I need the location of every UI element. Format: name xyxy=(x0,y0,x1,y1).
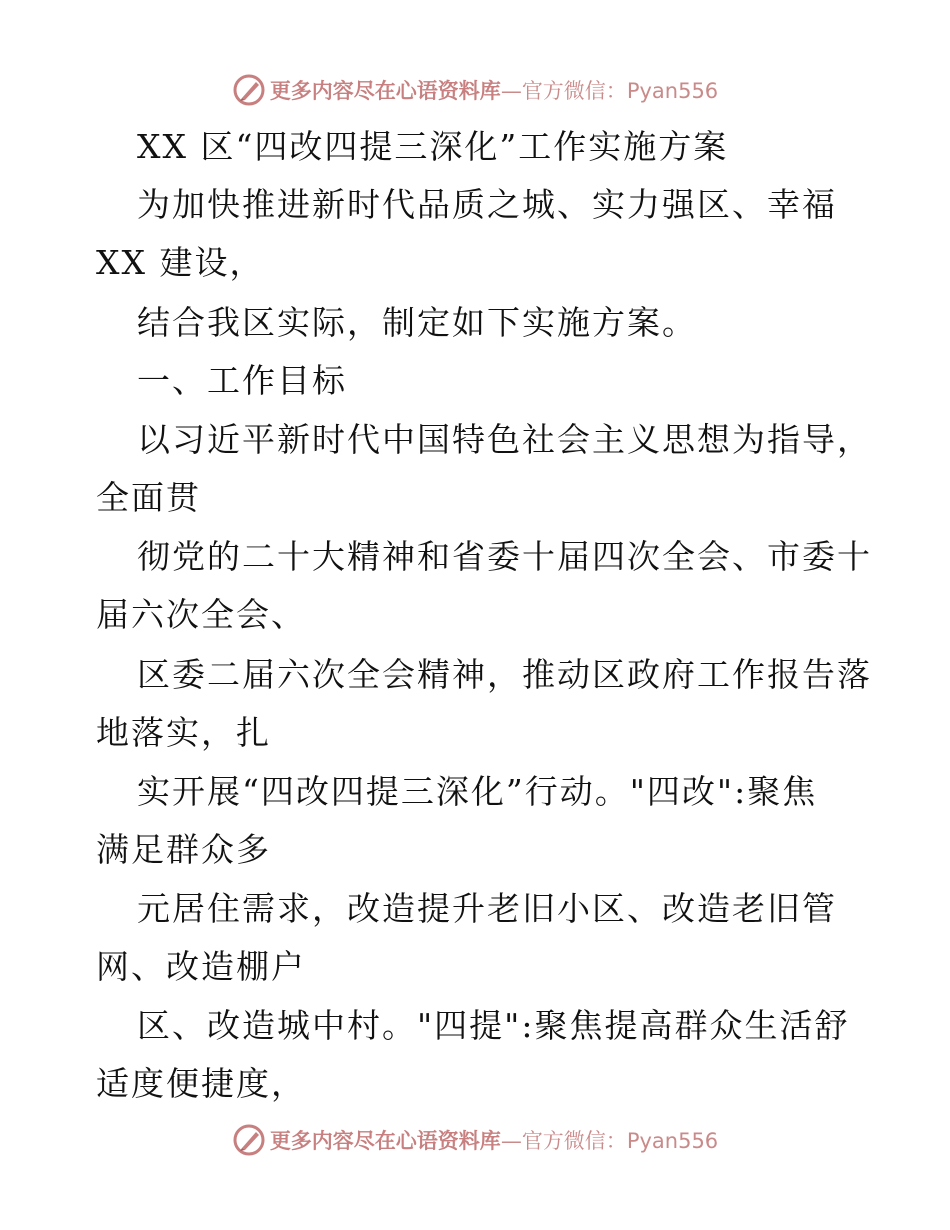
doc-line: 为加快推进新时代品质之城、实力强区、幸福 xyxy=(137,185,837,224)
watermark-id: Pyan556 xyxy=(626,79,719,103)
pen-nib-circle-icon xyxy=(232,73,266,107)
doc-line: 区委二届六次全会精神，推动区政府工作报告落 xyxy=(137,655,872,694)
doc-line: 适度便捷度， xyxy=(96,1064,306,1103)
doc-line: 以习近平新时代中国特色社会主义思想为指导， xyxy=(137,420,872,459)
doc-line: 全面贯 xyxy=(96,478,201,517)
watermark-id: Pyan556 xyxy=(626,1129,719,1153)
watermark-main: 更多内容尽在心语资料库 xyxy=(269,79,501,103)
doc-line: 地落实，扎 xyxy=(96,713,271,752)
watermark-main: 更多内容尽在心语资料库 xyxy=(269,1129,501,1153)
header-watermark xyxy=(0,70,950,110)
doc-line: 元居住需求，改造提升老旧小区、改造老旧管 xyxy=(137,889,837,928)
doc-line: 网、改造棚户 xyxy=(96,947,306,986)
watermark-separator: —官方微信： xyxy=(500,79,627,103)
doc-line: XX 建设， xyxy=(96,243,265,282)
doc-line: 区、改造城中村。"四提":聚焦提高群众生活舒 xyxy=(137,1006,850,1045)
doc-line: 实开展“四改四提三深化”行动。"四改":聚焦 xyxy=(137,772,818,811)
section-heading: 一、工作目标 xyxy=(137,361,347,400)
doc-line: 届六次全会、 xyxy=(96,595,306,634)
watermark-separator: —官方微信： xyxy=(500,1129,627,1153)
watermark-text xyxy=(270,1125,718,1155)
doc-line: 彻党的二十大精神和省委十届四次全会、市委十 xyxy=(137,537,872,576)
footer-watermark xyxy=(0,1120,950,1160)
doc-title: XX 区“四改四提三深化”工作实施方案 xyxy=(137,127,729,166)
watermark-text xyxy=(270,75,718,105)
doc-line: 结合我区实际，制定如下实施方案。 xyxy=(137,303,697,342)
doc-line: 满足群众多 xyxy=(96,830,271,869)
pen-nib-circle-icon xyxy=(232,1123,266,1157)
